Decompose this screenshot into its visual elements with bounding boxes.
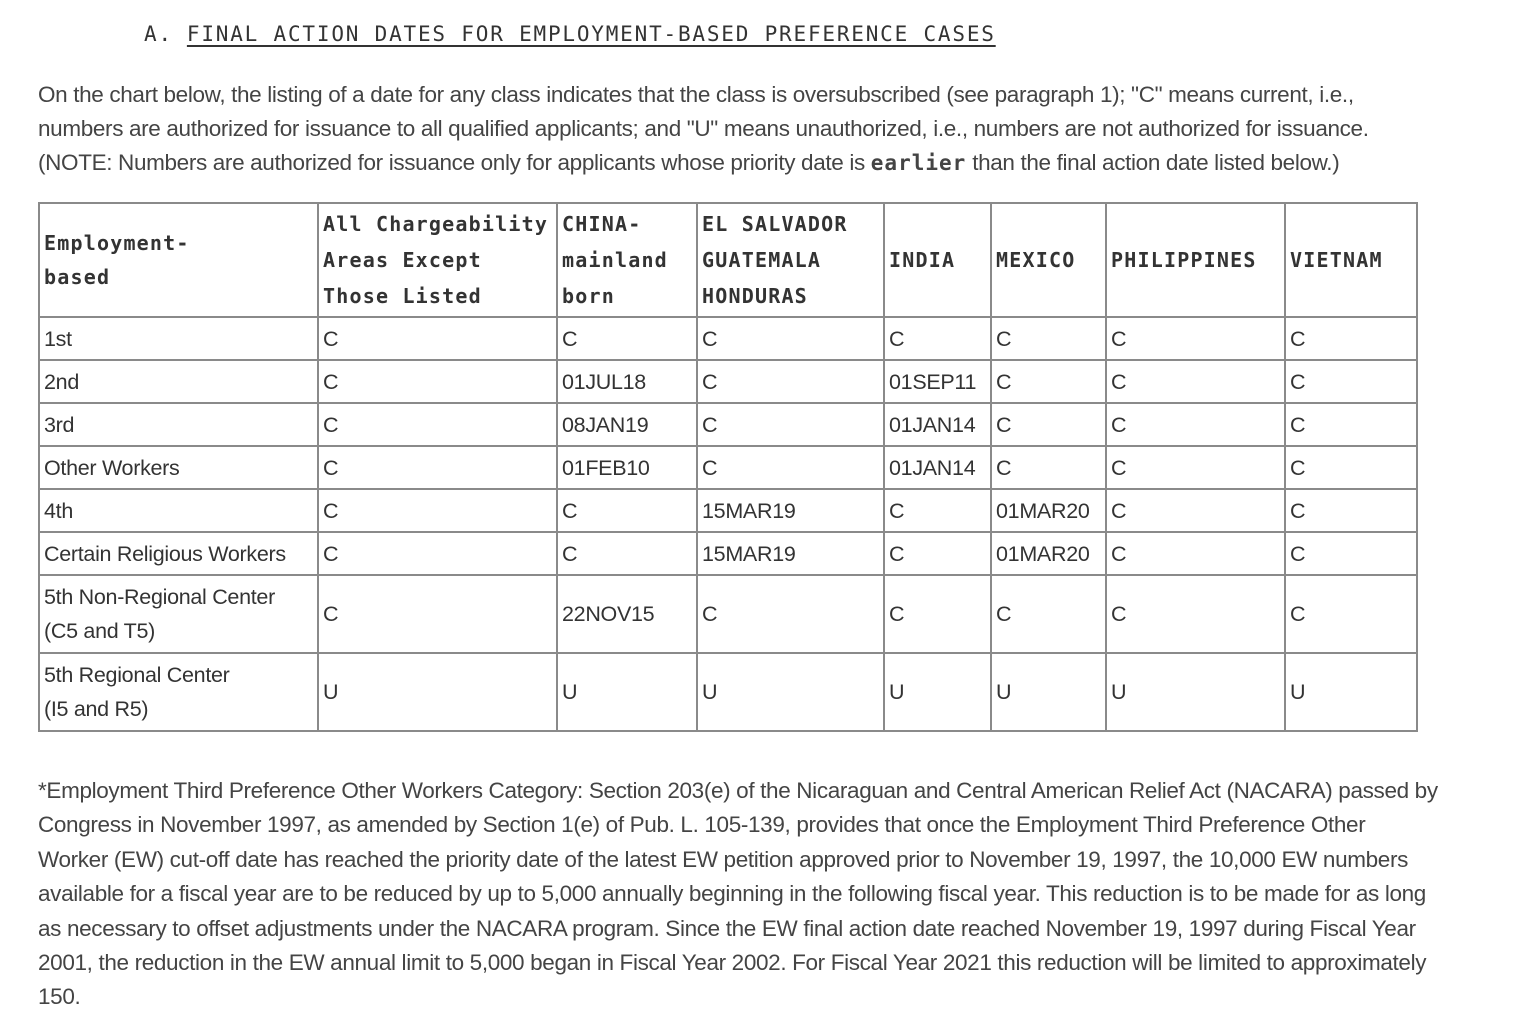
table-cell: C [318,403,557,446]
table-cell: C [1285,489,1417,532]
table-cell: 01MAR20 [991,532,1106,575]
table-cell: C [884,532,991,575]
table-cell: C [884,489,991,532]
table-row [39,653,1417,731]
table-cell: C [318,532,557,575]
table-row [39,360,1417,403]
table-cell: U [697,653,884,731]
table-cell: C [318,360,557,403]
table-cell: C [991,575,1106,653]
nacara-footnote: *Employment Third Preference Other Workers Category: Section 203(e) of the Nicaraguan and Central American Relief Act (NACARA) passed by Congress in November 1997, as amended by Section 1(e) of Pub. L. 105-139, provides that once the Employment Third Preference Other Worker (EW) cut-off date has reached the priority date of the latest EW petition approved prior to November 19, 1997, the 10,000 EW numbers available for a fiscal year are to be reduced by up to 5,000 annually beginning in the following fiscal year. This reduction is to be made for as long as necessary to offset adjustments under the NACARA program. Since the EW final action date reached November 19, 1997 during Fiscal Year 2001, the reduction in the EW annual limit to 5,000 began in Fiscal Year 2002. For Fiscal Year 2021 this reduction will be limited to approximately 150. [38,778,1438,1010]
table-cell: C [1285,403,1417,446]
table-cell: C [1106,575,1285,653]
table-header-row [39,203,1417,317]
table-cell: C [884,317,991,360]
table-cell: 01FEB10 [557,446,697,489]
table-cell: C [318,575,557,653]
table-cell: C [991,403,1106,446]
table-cell: C [1285,532,1417,575]
table-cell: C [1106,317,1285,360]
section-heading [144,22,996,46]
intro-paragraph [38,78,1438,180]
table-cell: C [1285,360,1417,403]
table-cell: 01SEP11 [884,360,991,403]
row-category: 5th Regional Center (I5 and R5) [39,653,318,731]
row-category: Certain Religious Workers [39,532,318,575]
table-row [39,446,1417,489]
table-cell: C [697,317,884,360]
table-cell: C [884,575,991,653]
header-philippines: PHILIPPINES [1106,203,1285,317]
table-cell: 22NOV15 [557,575,697,653]
header-all-chargeability: All Chargeability Areas Except Those Listed [318,203,557,317]
table-cell: 08JAN19 [557,403,697,446]
header-mexico: MEXICO [991,203,1106,317]
final-action-dates-table [38,202,1418,732]
header-china: CHINA- mainland born [557,203,697,317]
table-cell: C [318,446,557,489]
table-row [39,489,1417,532]
table-cell: C [1285,575,1417,653]
table-cell: U [884,653,991,731]
table-cell: 15MAR19 [697,489,884,532]
table-cell: C [1285,446,1417,489]
table-cell: U [1106,653,1285,731]
table-cell: C [557,489,697,532]
table-cell: C [1106,446,1285,489]
table-cell: C [1106,489,1285,532]
table-cell: C [1106,532,1285,575]
section-letter: A. [144,22,173,46]
table-cell: 01MAR20 [991,489,1106,532]
table-cell: C [557,317,697,360]
intro-text-before: On the chart below, the listing of a date for any class indicates that the class is oversubscribed (see paragraph 1); "C" means current, i.e., numbers are authorized for issuance to all qualified applicants; and "U" means unauthorized, i.e., numbers are not authorized for issuance. (NOTE: Numbers are authorized for issuance only for applicants whose priority date is [38,82,1369,175]
table-cell: C [697,360,884,403]
table-cell: C [697,575,884,653]
intro-emphasis: earlier [870,151,967,175]
table-cell: C [697,446,884,489]
header-el-salvador-guatemala-honduras: EL SALVADOR GUATEMALA HONDURAS [697,203,884,317]
table-cell: C [1106,360,1285,403]
table-cell: U [1285,653,1417,731]
table-cell: U [557,653,697,731]
table-cell: C [697,403,884,446]
row-category: 3rd [39,403,318,446]
intro-text-after: than the final action date listed below.) [966,150,1340,175]
header-employment-based: Employment- based [39,203,318,317]
table-cell: U [318,653,557,731]
table-cell: C [557,532,697,575]
table-cell: C [991,360,1106,403]
table-cell: C [1285,317,1417,360]
table-cell: C [1106,403,1285,446]
row-category: 2nd [39,360,318,403]
table-cell: U [991,653,1106,731]
row-category: 4th [39,489,318,532]
table-cell: C [991,317,1106,360]
row-category: 1st [39,317,318,360]
table-cell: C [318,317,557,360]
table-row [39,403,1417,446]
table-cell: 15MAR19 [697,532,884,575]
table-cell: 01JAN14 [884,403,991,446]
header-vietnam: VIETNAM [1285,203,1417,317]
table-row [39,317,1417,360]
table-cell: C [991,446,1106,489]
row-category: 5th Non-Regional Center (C5 and T5) [39,575,318,653]
section-title: FINAL ACTION DATES FOR EMPLOYMENT-BASED PREFERENCE CASES [186,22,996,46]
row-category: Other Workers [39,446,318,489]
table-cell: C [318,489,557,532]
table-cell: 01JAN14 [884,446,991,489]
table-cell: 01JUL18 [557,360,697,403]
table-row [39,575,1417,653]
header-india: INDIA [884,203,991,317]
table-row [39,532,1417,575]
